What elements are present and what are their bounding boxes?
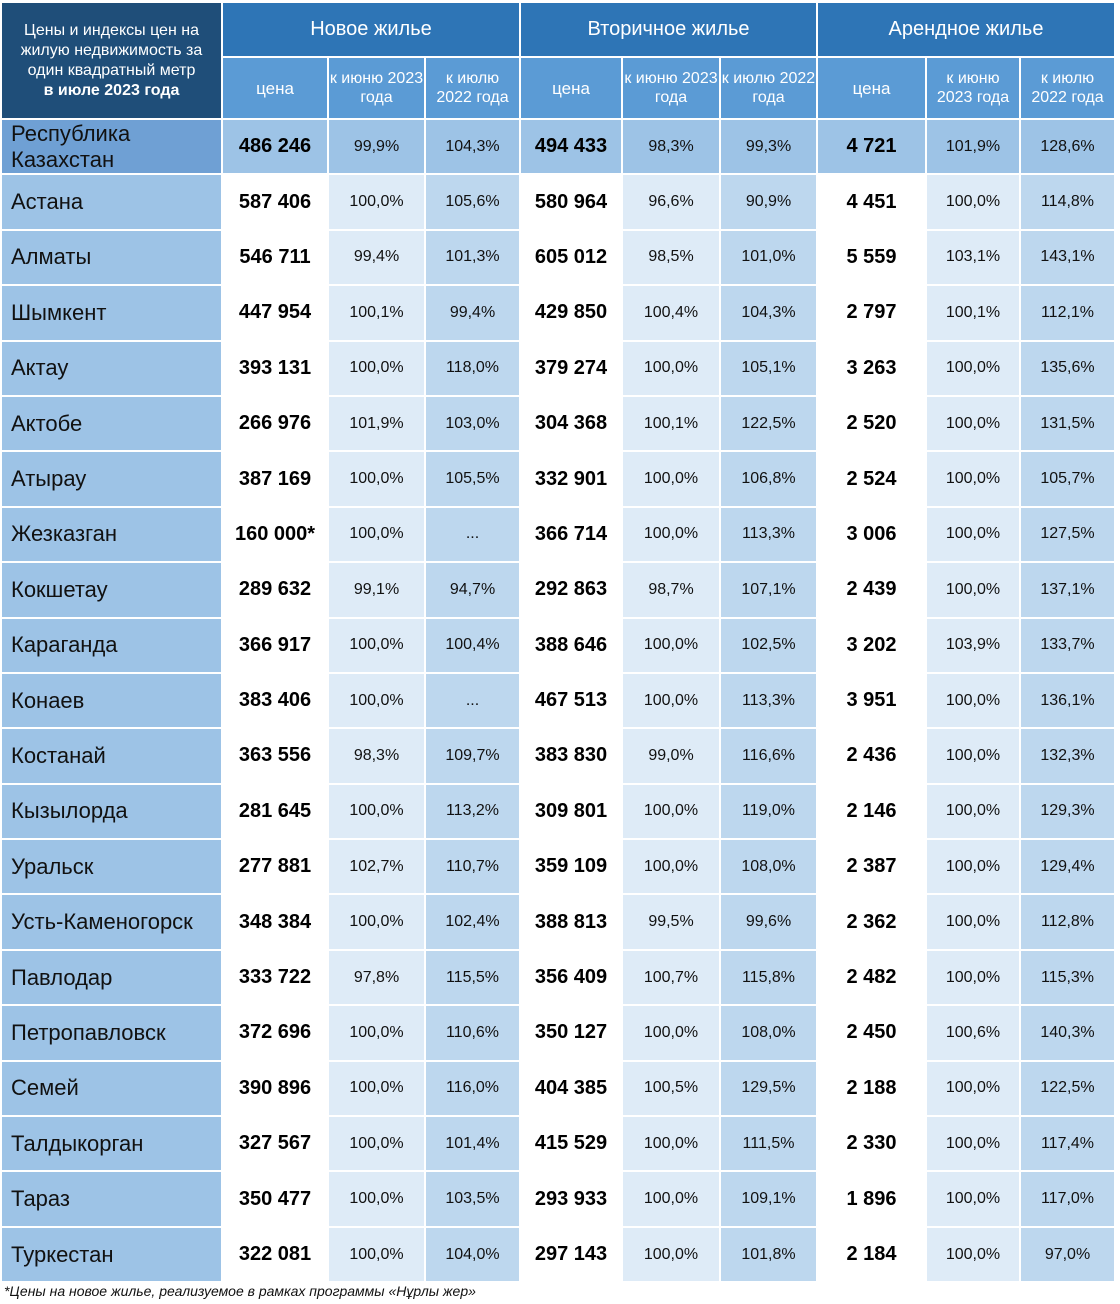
housing-price-table	[2, 3, 1116, 1283]
secondary-housing-price: 415 529	[521, 1117, 623, 1172]
table-row	[2, 1117, 1116, 1172]
new-housing-price: 327 567	[223, 1117, 329, 1172]
subheader-july: к июлю 2022 года	[721, 58, 818, 120]
new-housing-price: 486 246	[223, 120, 329, 175]
region-name: Алматы	[2, 231, 223, 286]
secondary-housing-price: 356 409	[521, 951, 623, 1006]
new-housing-july-index: 110,6%	[426, 1006, 521, 1061]
subheader-price: цена	[521, 58, 623, 120]
rental-housing-june-index: 100,0%	[927, 1117, 1021, 1172]
new-housing-price: 587 406	[223, 175, 329, 230]
new-housing-june-index: 100,0%	[329, 342, 426, 397]
rental-housing-july-index: 132,3%	[1021, 729, 1116, 784]
rental-housing-july-index: 127,5%	[1021, 508, 1116, 563]
new-housing-june-index: 101,9%	[329, 397, 426, 452]
subheader-july: к июлю 2022 года	[1021, 58, 1116, 120]
region-name: Республика Казахстан	[2, 120, 223, 175]
new-housing-june-index: 100,0%	[329, 452, 426, 507]
secondary-housing-july-index: 104,3%	[721, 286, 818, 341]
rental-housing-july-index: 117,0%	[1021, 1172, 1116, 1227]
secondary-housing-june-index: 100,0%	[623, 508, 721, 563]
region-name: Актобе	[2, 397, 223, 452]
new-housing-price: 350 477	[223, 1172, 329, 1227]
new-housing-june-index: 100,0%	[329, 674, 426, 729]
caption-period: в июле 2023 года	[43, 81, 180, 99]
subheader-july: к июлю 2022 года	[426, 58, 521, 120]
region-name: Семей	[2, 1062, 223, 1117]
rental-housing-july-index: 105,7%	[1021, 452, 1116, 507]
new-housing-price: 447 954	[223, 286, 329, 341]
new-housing-price: 366 917	[223, 619, 329, 674]
table-row	[2, 452, 1116, 507]
secondary-housing-july-index: 105,1%	[721, 342, 818, 397]
secondary-housing-june-index: 99,5%	[623, 895, 721, 950]
rental-housing-price: 2 436	[818, 729, 927, 784]
new-housing-june-index: 100,0%	[329, 1228, 426, 1283]
rental-housing-june-index: 100,0%	[927, 1172, 1021, 1227]
table-row	[2, 1228, 1116, 1283]
new-housing-june-index: 100,0%	[329, 895, 426, 950]
secondary-housing-price: 366 714	[521, 508, 623, 563]
rental-housing-price: 2 450	[818, 1006, 927, 1061]
rental-housing-july-index: 129,3%	[1021, 785, 1116, 840]
rental-housing-june-index: 103,9%	[927, 619, 1021, 674]
rental-housing-price: 2 188	[818, 1062, 927, 1117]
region-name: Павлодар	[2, 951, 223, 1006]
rental-housing-price: 2 520	[818, 397, 927, 452]
rental-housing-price: 2 797	[818, 286, 927, 341]
rental-housing-july-index: 143,1%	[1021, 231, 1116, 286]
secondary-housing-price: 404 385	[521, 1062, 623, 1117]
rental-housing-june-index: 100,0%	[927, 1228, 1021, 1283]
new-housing-price: 390 896	[223, 1062, 329, 1117]
secondary-housing-june-index: 96,6%	[623, 175, 721, 230]
rental-housing-price: 2 184	[818, 1228, 927, 1283]
rental-housing-july-index: 129,4%	[1021, 840, 1116, 895]
new-housing-price: 266 976	[223, 397, 329, 452]
table-row	[2, 895, 1116, 950]
secondary-housing-june-index: 100,1%	[623, 397, 721, 452]
table-row	[2, 175, 1116, 230]
rental-housing-june-index: 100,0%	[927, 674, 1021, 729]
secondary-housing-july-index: 101,0%	[721, 231, 818, 286]
table-row	[2, 619, 1116, 674]
region-name: Жезказган	[2, 508, 223, 563]
region-name: Конаев	[2, 674, 223, 729]
rental-housing-price: 2 387	[818, 840, 927, 895]
rental-housing-june-index: 100,1%	[927, 286, 1021, 341]
secondary-housing-june-index: 100,0%	[623, 1228, 721, 1283]
group-rental-housing: Арендное жилье	[818, 3, 1116, 58]
new-housing-july-index: 100,4%	[426, 619, 521, 674]
region-name: Актау	[2, 342, 223, 397]
new-housing-july-index: 105,6%	[426, 175, 521, 230]
rental-housing-june-index: 100,0%	[927, 397, 1021, 452]
new-housing-price: 348 384	[223, 895, 329, 950]
secondary-housing-june-index: 100,0%	[623, 619, 721, 674]
secondary-housing-july-index: 99,6%	[721, 895, 818, 950]
new-housing-july-index: 102,4%	[426, 895, 521, 950]
secondary-housing-price: 429 850	[521, 286, 623, 341]
secondary-housing-price: 383 830	[521, 729, 623, 784]
table-row	[2, 1062, 1116, 1117]
new-housing-july-index: 115,5%	[426, 951, 521, 1006]
table-row	[2, 231, 1116, 286]
new-housing-june-index: 100,0%	[329, 175, 426, 230]
table-body	[2, 120, 1116, 1283]
rental-housing-june-index: 100,0%	[927, 785, 1021, 840]
secondary-housing-june-index: 100,4%	[623, 286, 721, 341]
new-housing-july-index: 99,4%	[426, 286, 521, 341]
subheader-price: цена	[818, 58, 927, 120]
new-housing-price: 333 722	[223, 951, 329, 1006]
rental-housing-price: 2 146	[818, 785, 927, 840]
caption-text: Цены и индексы цен на жилую недвижимость за один квадратный метр	[20, 21, 203, 79]
secondary-housing-june-index: 100,0%	[623, 342, 721, 397]
new-housing-june-index: 100,0%	[329, 619, 426, 674]
new-housing-june-index: 100,1%	[329, 286, 426, 341]
secondary-housing-price: 359 109	[521, 840, 623, 895]
rental-housing-june-index: 100,0%	[927, 508, 1021, 563]
table-row	[2, 1006, 1116, 1061]
region-name: Кокшетау	[2, 563, 223, 618]
table-caption	[2, 3, 223, 120]
secondary-housing-june-index: 100,0%	[623, 840, 721, 895]
region-name: Туркестан	[2, 1228, 223, 1283]
secondary-housing-june-index: 100,0%	[623, 785, 721, 840]
rental-housing-july-index: 112,1%	[1021, 286, 1116, 341]
new-housing-july-index: 94,7%	[426, 563, 521, 618]
group-new-housing: Новое жилье	[223, 3, 521, 58]
new-housing-price: 289 632	[223, 563, 329, 618]
table-row	[2, 342, 1116, 397]
new-housing-july-index: 101,3%	[426, 231, 521, 286]
secondary-housing-june-index: 98,3%	[623, 120, 721, 175]
secondary-housing-july-index: 106,8%	[721, 452, 818, 507]
rental-housing-june-index: 100,0%	[927, 729, 1021, 784]
rental-housing-july-index: 137,1%	[1021, 563, 1116, 618]
new-housing-price: 281 645	[223, 785, 329, 840]
rental-housing-june-index: 100,6%	[927, 1006, 1021, 1061]
rental-housing-price: 3 202	[818, 619, 927, 674]
secondary-housing-july-index: 90,9%	[721, 175, 818, 230]
region-name: Усть-Каменогорск	[2, 895, 223, 950]
subheader-june: к июню 2023 года	[329, 58, 426, 120]
rental-housing-june-index: 100,0%	[927, 175, 1021, 230]
rental-housing-june-index: 101,9%	[927, 120, 1021, 175]
secondary-housing-price: 467 513	[521, 674, 623, 729]
new-housing-june-index: 100,0%	[329, 1006, 426, 1061]
new-housing-june-index: 100,0%	[329, 1062, 426, 1117]
secondary-housing-july-index: 99,3%	[721, 120, 818, 175]
secondary-housing-june-index: 98,7%	[623, 563, 721, 618]
new-housing-july-index: 110,7%	[426, 840, 521, 895]
new-housing-price: 322 081	[223, 1228, 329, 1283]
rental-housing-june-index: 100,0%	[927, 1062, 1021, 1117]
new-housing-price: 372 696	[223, 1006, 329, 1061]
new-housing-july-index: 103,0%	[426, 397, 521, 452]
rental-housing-price: 1 896	[818, 1172, 927, 1227]
region-name: Караганда	[2, 619, 223, 674]
secondary-housing-july-index: 116,6%	[721, 729, 818, 784]
footnote: *Цены на новое жилье, реализуемое в рамках программы «Нұрлы жер»	[4, 1283, 476, 1299]
secondary-housing-july-index: 119,0%	[721, 785, 818, 840]
new-housing-price: 393 131	[223, 342, 329, 397]
secondary-housing-price: 580 964	[521, 175, 623, 230]
secondary-housing-july-index: 115,8%	[721, 951, 818, 1006]
table-row	[2, 840, 1116, 895]
rental-housing-june-index: 100,0%	[927, 563, 1021, 618]
rental-housing-july-index: 128,6%	[1021, 120, 1116, 175]
region-name: Талдыкорган	[2, 1117, 223, 1172]
new-housing-july-index: 105,5%	[426, 452, 521, 507]
new-housing-july-index: 116,0%	[426, 1062, 521, 1117]
new-housing-july-index: 104,3%	[426, 120, 521, 175]
secondary-housing-price: 494 433	[521, 120, 623, 175]
secondary-housing-june-index: 99,0%	[623, 729, 721, 784]
secondary-housing-july-index: 113,3%	[721, 674, 818, 729]
secondary-housing-june-index: 100,0%	[623, 1117, 721, 1172]
region-name: Кызылорда	[2, 785, 223, 840]
table-row-total	[2, 120, 1116, 175]
secondary-housing-july-index: 102,5%	[721, 619, 818, 674]
rental-housing-july-index: 140,3%	[1021, 1006, 1116, 1061]
region-name: Атырау	[2, 452, 223, 507]
region-name: Астана	[2, 175, 223, 230]
secondary-housing-price: 293 933	[521, 1172, 623, 1227]
secondary-housing-july-index: 107,1%	[721, 563, 818, 618]
new-housing-july-index: 101,4%	[426, 1117, 521, 1172]
subheader-price: цена	[223, 58, 329, 120]
new-housing-price: 363 556	[223, 729, 329, 784]
rental-housing-june-index: 100,0%	[927, 452, 1021, 507]
secondary-housing-price: 379 274	[521, 342, 623, 397]
secondary-housing-price: 297 143	[521, 1228, 623, 1283]
rental-housing-july-index: 117,4%	[1021, 1117, 1116, 1172]
rental-housing-price: 4 721	[818, 120, 927, 175]
rental-housing-price: 2 362	[818, 895, 927, 950]
table-row	[2, 785, 1116, 840]
rental-housing-july-index: 135,6%	[1021, 342, 1116, 397]
new-housing-price: 387 169	[223, 452, 329, 507]
secondary-housing-july-index: 101,8%	[721, 1228, 818, 1283]
new-housing-june-index: 99,9%	[329, 120, 426, 175]
new-housing-june-index: 102,7%	[329, 840, 426, 895]
rental-housing-july-index: 131,5%	[1021, 397, 1116, 452]
secondary-housing-price: 388 813	[521, 895, 623, 950]
rental-housing-july-index: 97,0%	[1021, 1228, 1116, 1283]
new-housing-july-index: 104,0%	[426, 1228, 521, 1283]
new-housing-june-index: 98,3%	[329, 729, 426, 784]
table-row	[2, 951, 1116, 1006]
table-row	[2, 1172, 1116, 1227]
table-row	[2, 397, 1116, 452]
region-name: Шымкент	[2, 286, 223, 341]
region-name: Петропавловск	[2, 1006, 223, 1061]
rental-housing-june-index: 100,0%	[927, 342, 1021, 397]
new-housing-june-index: 99,4%	[329, 231, 426, 286]
rental-housing-july-index: 112,8%	[1021, 895, 1116, 950]
rental-housing-july-index: 115,3%	[1021, 951, 1116, 1006]
new-housing-june-index: 100,0%	[329, 1172, 426, 1227]
rental-housing-price: 3 006	[818, 508, 927, 563]
new-housing-june-index: 100,0%	[329, 508, 426, 563]
secondary-housing-price: 309 801	[521, 785, 623, 840]
secondary-housing-july-index: 111,5%	[721, 1117, 818, 1172]
new-housing-price: 546 711	[223, 231, 329, 286]
rental-housing-price: 2 330	[818, 1117, 927, 1172]
secondary-housing-june-index: 100,0%	[623, 674, 721, 729]
secondary-housing-july-index: 108,0%	[721, 840, 818, 895]
rental-housing-price: 5 559	[818, 231, 927, 286]
rental-housing-price: 3 263	[818, 342, 927, 397]
secondary-housing-price: 304 368	[521, 397, 623, 452]
table-row	[2, 563, 1116, 618]
secondary-housing-price: 292 863	[521, 563, 623, 618]
subheader-june: к июню 2023 года	[623, 58, 721, 120]
new-housing-july-index: 113,2%	[426, 785, 521, 840]
group-secondary-housing: Вторичное жилье	[521, 3, 818, 58]
secondary-housing-price: 605 012	[521, 231, 623, 286]
rental-housing-price: 2 524	[818, 452, 927, 507]
secondary-housing-july-index: 108,0%	[721, 1006, 818, 1061]
rental-housing-july-index: 122,5%	[1021, 1062, 1116, 1117]
secondary-housing-july-index: 113,3%	[721, 508, 818, 563]
secondary-housing-july-index: 129,5%	[721, 1062, 818, 1117]
region-name: Тараз	[2, 1172, 223, 1227]
new-housing-july-index: 118,0%	[426, 342, 521, 397]
rental-housing-price: 4 451	[818, 175, 927, 230]
secondary-housing-june-index: 100,0%	[623, 1172, 721, 1227]
rental-housing-price: 3 951	[818, 674, 927, 729]
rental-housing-july-index: 114,8%	[1021, 175, 1116, 230]
rental-housing-price: 2 439	[818, 563, 927, 618]
new-housing-july-index: ...	[426, 508, 521, 563]
new-housing-july-index: 109,7%	[426, 729, 521, 784]
secondary-housing-june-index: 100,0%	[623, 1006, 721, 1061]
secondary-housing-price: 332 901	[521, 452, 623, 507]
new-housing-july-index: 103,5%	[426, 1172, 521, 1227]
subheader-june: к июню 2023 года	[927, 58, 1021, 120]
table-row	[2, 674, 1116, 729]
secondary-housing-price: 388 646	[521, 619, 623, 674]
secondary-housing-june-index: 100,0%	[623, 452, 721, 507]
secondary-housing-july-index: 122,5%	[721, 397, 818, 452]
rental-housing-june-index: 100,0%	[927, 895, 1021, 950]
new-housing-july-index: ...	[426, 674, 521, 729]
rental-housing-price: 2 482	[818, 951, 927, 1006]
new-housing-june-index: 100,0%	[329, 1117, 426, 1172]
region-name: Костанай	[2, 729, 223, 784]
new-housing-price: 160 000*	[223, 508, 329, 563]
secondary-housing-price: 350 127	[521, 1006, 623, 1061]
rental-housing-july-index: 136,1%	[1021, 674, 1116, 729]
secondary-housing-june-index: 100,7%	[623, 951, 721, 1006]
table-row	[2, 508, 1116, 563]
new-housing-price: 383 406	[223, 674, 329, 729]
rental-housing-june-index: 100,0%	[927, 840, 1021, 895]
secondary-housing-june-index: 98,5%	[623, 231, 721, 286]
new-housing-june-index: 100,0%	[329, 785, 426, 840]
secondary-housing-july-index: 109,1%	[721, 1172, 818, 1227]
region-name: Уральск	[2, 840, 223, 895]
rental-housing-june-index: 103,1%	[927, 231, 1021, 286]
rental-housing-june-index: 100,0%	[927, 951, 1021, 1006]
rental-housing-july-index: 133,7%	[1021, 619, 1116, 674]
table-row	[2, 729, 1116, 784]
new-housing-june-index: 99,1%	[329, 563, 426, 618]
table-row	[2, 286, 1116, 341]
secondary-housing-june-index: 100,5%	[623, 1062, 721, 1117]
new-housing-price: 277 881	[223, 840, 329, 895]
new-housing-june-index: 97,8%	[329, 951, 426, 1006]
